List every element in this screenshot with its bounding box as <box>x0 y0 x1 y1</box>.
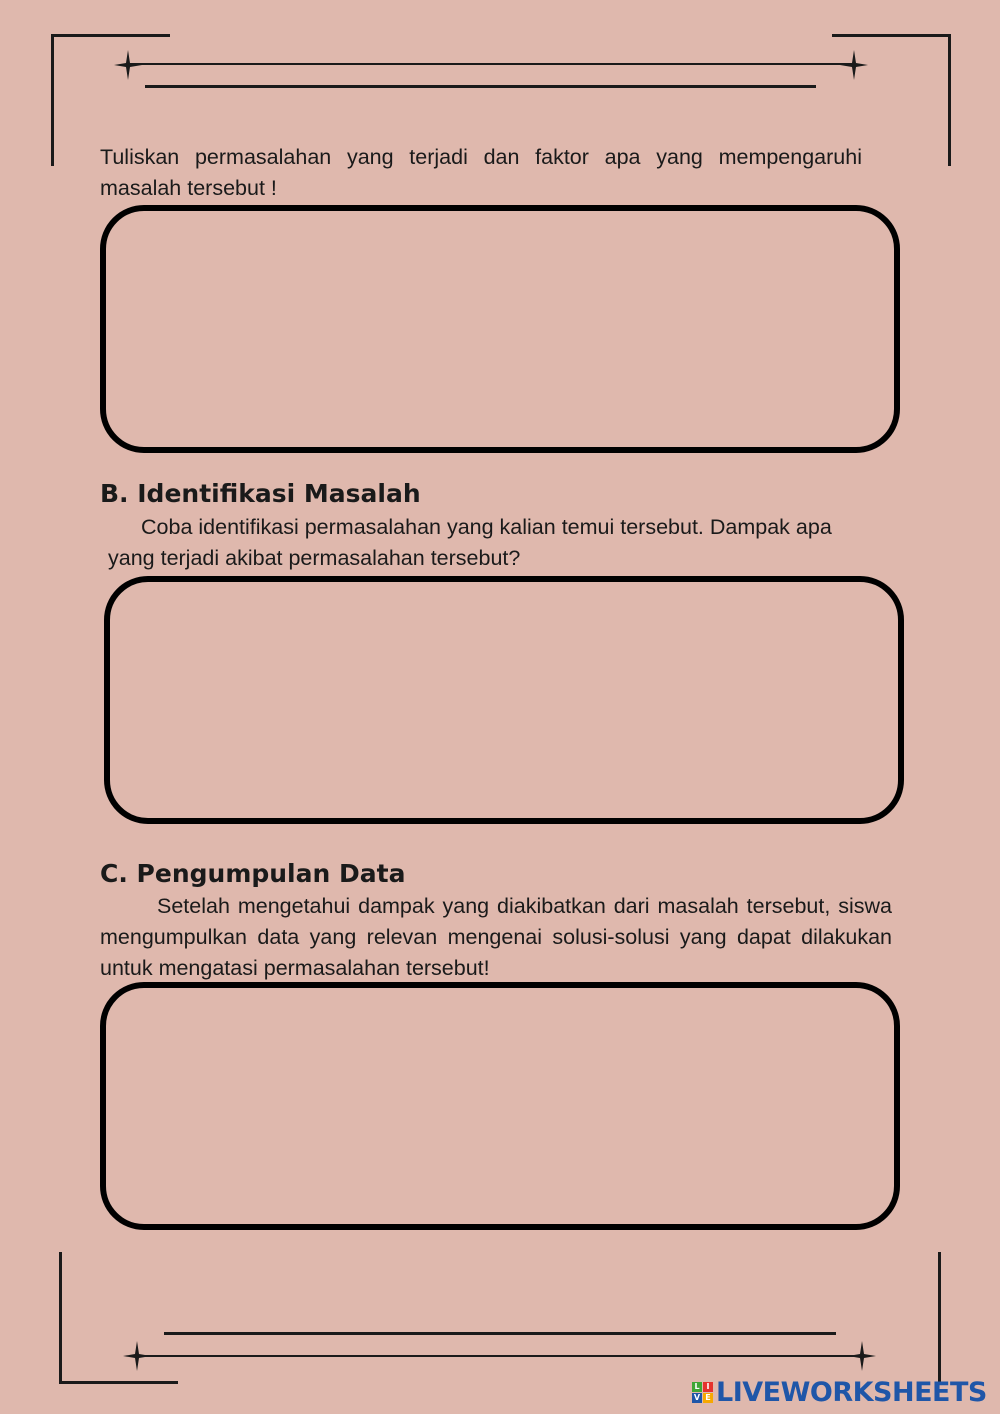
logo-mark-letter: V <box>693 1392 701 1402</box>
logo-mark-letter: E <box>703 1393 713 1403</box>
sparkle-star-icon <box>114 50 142 80</box>
answer-box-c[interactable] <box>100 982 900 1230</box>
question-intro: Tuliskan permasalahan yang terjadi dan faktor apa yang mempengaruhi masalah tersebut ! <box>100 145 862 200</box>
liveworksheets-mark-icon <box>692 1382 713 1403</box>
logo-mark-letter: I <box>703 1382 713 1392</box>
watermark-text: LIVEWORKSHEETS <box>716 1376 987 1408</box>
frame-corner-top-left-h <box>51 34 170 37</box>
answer-box-a[interactable] <box>100 205 900 453</box>
sparkle-star-icon <box>840 50 868 80</box>
frame-corner-bottom-right-v <box>938 1252 941 1384</box>
section-b-prompt-line2: yang terjadi akibat permasalahan tersebut? <box>108 546 521 570</box>
frame-rule-top-lower <box>145 85 816 88</box>
section-c-prompt: Setelah mengetahui dampak yang diakibatkan dari masalah tersebut, siswa mengumpulkan data yang relevan mengenai solusi-solusi yang dapat dilakukan untuk mengatasi permasalahan tersebut! <box>100 894 892 980</box>
frame-corner-top-left-v <box>51 34 54 166</box>
frame-corner-top-right-v <box>948 34 951 166</box>
frame-corner-top-right-h <box>832 34 951 37</box>
frame-rule-bottom-upper <box>164 1332 836 1335</box>
frame-rule-bottom-lower <box>133 1355 866 1357</box>
liveworksheets-logo <box>692 1374 987 1410</box>
answer-box-b[interactable] <box>104 576 904 824</box>
frame-corner-bottom-left-h <box>59 1381 178 1384</box>
section-c-heading: C. Pengumpulan Data <box>100 859 406 888</box>
section-b-prompt-line1: Coba identifikasi permasalahan yang kalian temui tersebut. Dampak apa <box>141 515 832 539</box>
frame-rule-top-upper <box>128 63 854 65</box>
sparkle-star-icon <box>123 1341 151 1371</box>
section-b-heading: B. Identifikasi Masalah <box>100 479 421 508</box>
sparkle-star-icon <box>848 1341 876 1371</box>
frame-corner-bottom-left-v <box>59 1252 62 1384</box>
logo-mark-letter: L <box>692 1382 702 1392</box>
